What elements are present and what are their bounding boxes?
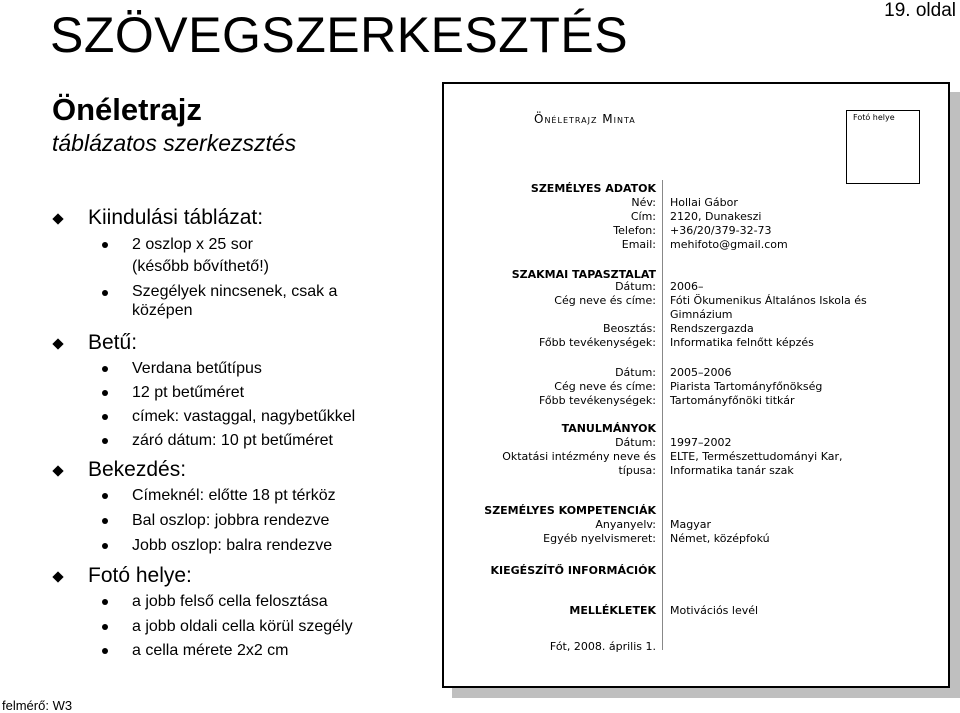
diamond-bullet-icon [52, 465, 63, 476]
footer-text: felmérő: W3 [2, 698, 73, 713]
bullet-icon [102, 290, 108, 296]
cv-label: Oktatási intézmény neve és [502, 450, 656, 463]
bullet-icon [102, 648, 108, 654]
bullet-icon [102, 599, 108, 605]
cv-value: Hollai Gábor [670, 196, 738, 209]
section-title: Fotó helye: [88, 564, 192, 587]
column-divider [662, 180, 663, 650]
cv-section-heading: SZAKMAI TAPASZTALAT [511, 268, 656, 281]
cv-value: ELTE, Természettudományi Kar, [670, 450, 843, 463]
list-item: Szegélyek nincsenek, csak a [132, 283, 338, 300]
cv-label: Cég neve és címe: [554, 294, 656, 307]
cv-label: Anyanyelv: [595, 518, 656, 531]
cv-label: Telefon: [613, 224, 656, 237]
bullet-icon [102, 390, 108, 396]
list-item: 12 pt betűméret [132, 384, 245, 401]
list-item: (később bővíthető!) [132, 258, 269, 275]
cv-label: Cég neve és címe: [554, 380, 656, 393]
list-item: Verdana betűtípus [132, 360, 262, 377]
cv-value: Piarista Tartományfőnökség [670, 380, 823, 393]
page-number: 19. oldal [884, 0, 956, 21]
cv-label: Dátum: [615, 436, 656, 449]
cv-value: mehifoto@gmail.com [670, 238, 788, 251]
cv-label: Cím: [630, 210, 656, 223]
bullet-icon [102, 438, 108, 444]
bullet-icon [102, 543, 108, 549]
list-item: záró dátum: 10 pt betűméret [132, 432, 333, 449]
bullet-icon [102, 624, 108, 630]
cv-value: Fóti Ökumenikus Általános Iskola és [670, 294, 867, 307]
slide-subtitle: Önéletrajz [52, 92, 202, 127]
cv-value: Gimnázium [670, 308, 733, 321]
slide-subsubtitle: táblázatos szerkezsztés [52, 130, 297, 156]
bullet-icon [102, 493, 108, 499]
photo-label: Fotó helye [853, 113, 895, 122]
page-title: SZÖVEGSZERKESZTÉS [50, 7, 629, 63]
cv-label: Név: [631, 196, 656, 209]
list-item: középen [132, 302, 193, 319]
cv-section-heading: SZEMÉLYES ADATOK [530, 182, 656, 195]
cv-value: Tartományfőnöki titkár [670, 394, 795, 407]
cv-label: Főbb tevékenységek: [538, 336, 656, 349]
cv-label: Dátum: [615, 280, 656, 293]
cv-section-heading: MELLÉKLETEK [569, 604, 656, 617]
cv-value: 2120, Dunakeszi [670, 210, 762, 223]
list-item: a jobb oldali cella körül szegély [132, 618, 353, 635]
cv-value: 1997–2002 [670, 436, 732, 449]
list-item: 2 oszlop x 25 sor [132, 236, 253, 253]
list-item: a jobb felső cella felosztása [132, 593, 328, 610]
bullet-icon [102, 366, 108, 372]
cv-label: Egyéb nyelvismeret: [543, 532, 656, 545]
cv-section-heading: TANULMÁNYOK [561, 422, 656, 435]
cv-value: Magyar [670, 518, 711, 531]
cv-section-heading: KIEGÉSZÍTŐ INFORMÁCIÓK [490, 564, 656, 577]
cv-label: típusa: [618, 464, 656, 477]
section-title: Bekezdés: [88, 458, 187, 481]
list-item: Jobb oszlop: balra rendezve [132, 537, 333, 554]
section-title: Betű: [88, 331, 138, 354]
cv-label: Beosztás: [602, 322, 656, 335]
list-item: Címeknél: előtte 18 pt térköz [132, 487, 336, 504]
bullet-icon [102, 242, 108, 248]
cv-value: Rendszergazda [670, 322, 754, 335]
list-item: Bal oszlop: jobbra rendezve [132, 512, 330, 529]
cv-section-heading: SZEMÉLYES KOMPETENCIÁK [484, 504, 656, 517]
bullet-icon [102, 518, 108, 524]
cv-value: Informatika tanár szak [670, 464, 794, 477]
diamond-bullet-icon [52, 213, 63, 224]
diamond-bullet-icon [52, 338, 63, 349]
cv-value: Informatika felnőtt képzés [670, 336, 814, 349]
cv-value: Német, középfokú [670, 532, 770, 545]
bullet-icon [102, 414, 108, 420]
cv-value: +36/20/379-32-73 [670, 224, 772, 237]
cv-label: Főbb tevékenységek: [538, 394, 656, 407]
list-item: a cella mérete 2x2 cm [132, 642, 289, 659]
cv-value: 2005–2006 [670, 366, 732, 379]
list-item: címek: vastaggal, nagybetűkkel [132, 408, 356, 425]
cv-label: Email: [621, 238, 656, 251]
cv-sample-image [442, 82, 950, 688]
cv-value: Motivációs levél [670, 604, 759, 617]
cv-label: Fót, 2008. április 1. [549, 640, 656, 653]
cv-label: Dátum: [615, 366, 656, 379]
photo-placeholder [846, 110, 920, 184]
section-title: Kiindulási táblázat: [88, 206, 264, 229]
cv-title: Önéletrajz Minta [534, 112, 636, 126]
cv-value: 2006– [670, 280, 704, 293]
diamond-bullet-icon [52, 571, 63, 582]
